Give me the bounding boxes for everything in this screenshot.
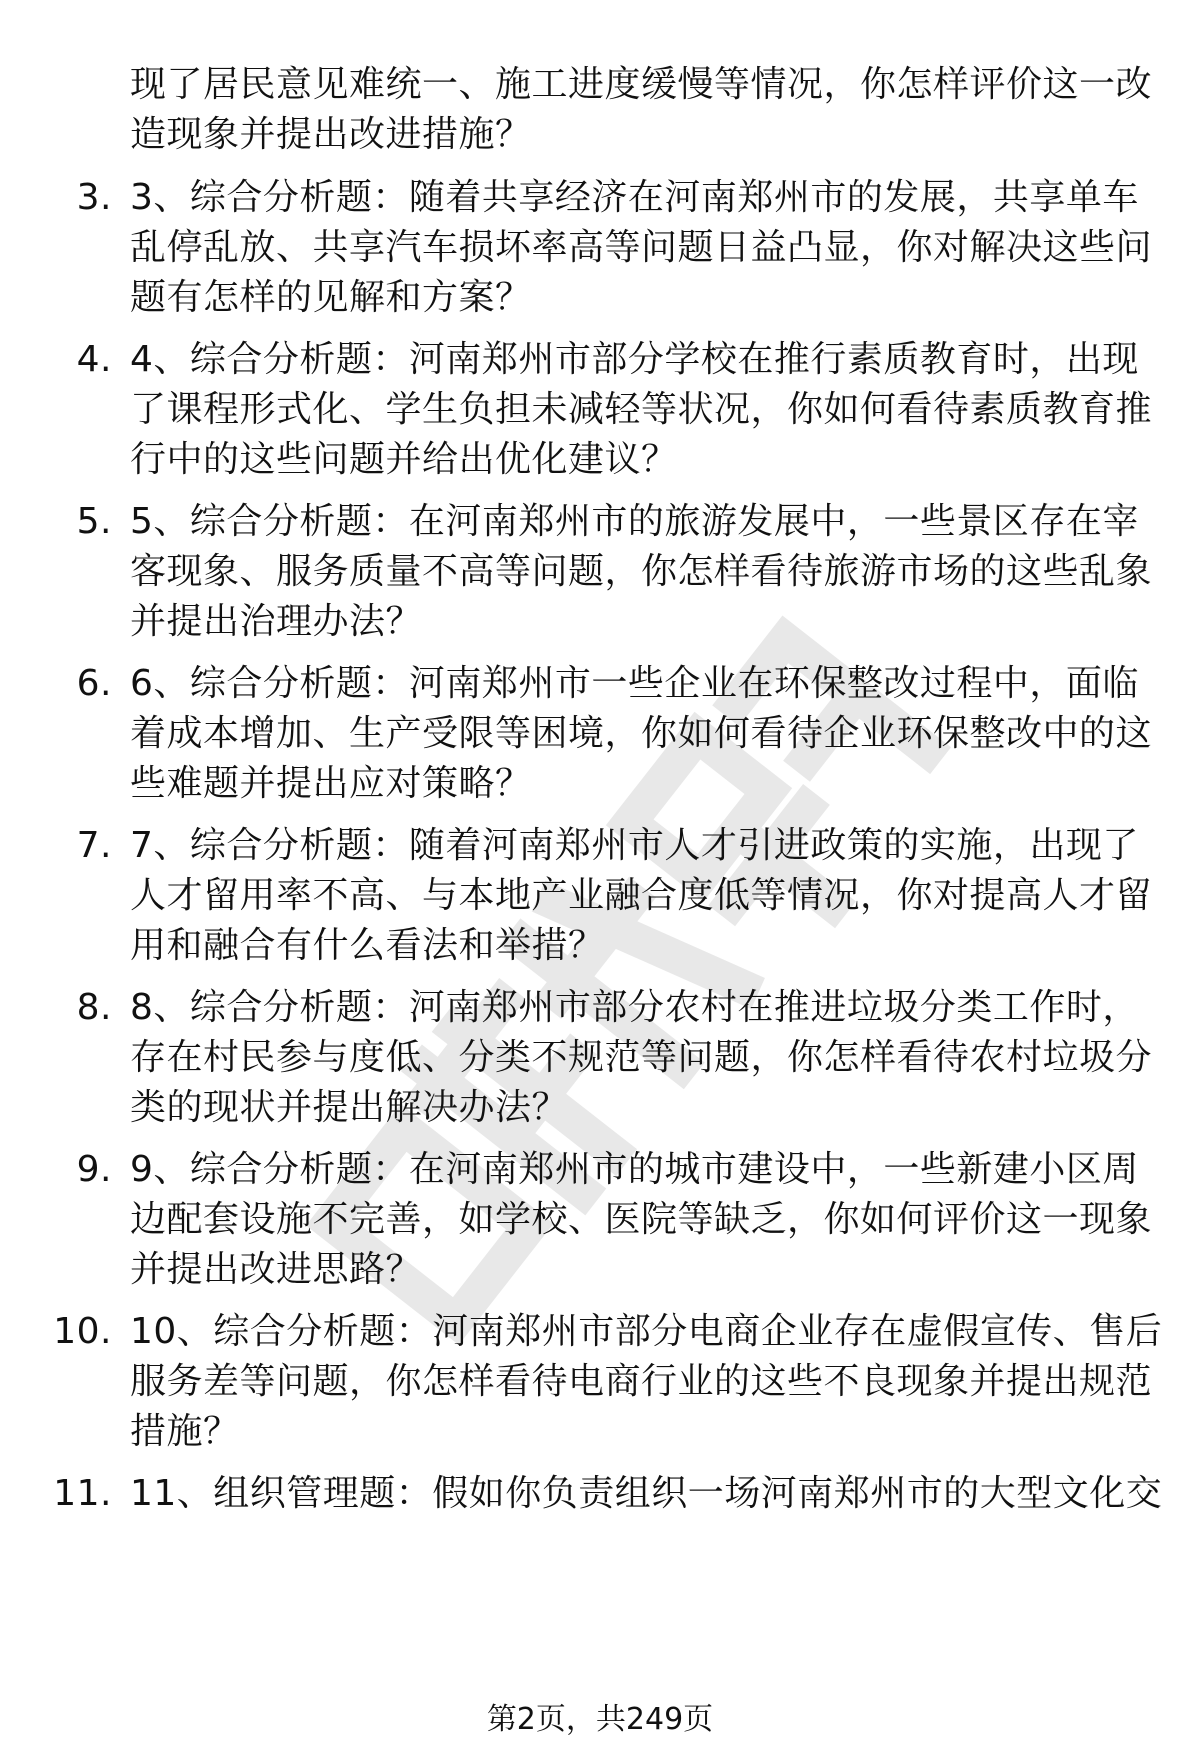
list-item-text: 7、综合分析题：随着河南郑州市人才引进政策的实施，出现了人才留用率不高、与本地产业融合度低等情况，你对提高人才留用和融合有什么看法和举措？ [130, 825, 1153, 966]
list-item-text: 5、综合分析题：在河南郑州市的旅游发展中，一些景区存在宰客现象、服务质量不高等问题，你怎样看待旅游市场的这些乱象并提出治理办法？ [130, 501, 1153, 642]
list-item-number: 9. [76, 1149, 112, 1190]
list-item-text: 4、综合分析题：河南郑州市部分学校在推行素质教育时，出现了课程形式化、学生负担未减轻等状况，你如何看待素质教育推行中的这些问题并给出优化建议？ [130, 339, 1153, 480]
list-item-text: 9、综合分析题：在河南郑州市的城市建设中，一些新建小区周边配套设施不完善，如学校、医院等缺乏，你如何评价这一现象并提出改进思路？ [130, 1149, 1153, 1290]
list-item-number: 7. [76, 825, 112, 866]
list-item-text: 11、组织管理题：假如你负责组织一场河南郑州市的大型文化交 [130, 1473, 1163, 1514]
list-item-number: 5. [76, 501, 112, 542]
carryover-paragraph: 现了居民意见难统一、施工进度缓慢等情况，你怎样评价这一改造现象并提出改进措施？ [130, 64, 1153, 155]
list-item-text: 6、综合分析题：河南郑州市一些企业在环保整改过程中，面临着成本增加、生产受限等困境，你如何看待企业环保整改中的这些难题并提出应对策略？ [130, 663, 1153, 804]
page-footer: 第2页，共249页 [486, 1702, 714, 1737]
list-item-number: 4. [76, 339, 112, 380]
list-item-number: 3. [76, 177, 112, 218]
list-item-number: 6. [76, 663, 112, 704]
list-item-number: 11. [53, 1473, 112, 1514]
list-item-number: 10. [53, 1311, 112, 1352]
list-item-text: 3、综合分析题：随着共享经济在河南郑州市的发展，共享单车乱停乱放、共享汽车损坏率高等问题日益凸显，你对解决这些问题有怎样的见解和方案？ [130, 177, 1153, 318]
list-item-number: 8. [76, 987, 112, 1028]
list-item-text: 10、综合分析题：河南郑州市部分电商企业存在虚假宣传、售后服务差等问题，你怎样看待电商行业的这些不良现象并提出规范措施？ [130, 1311, 1163, 1452]
list-item-text: 8、综合分析题：河南郑州市部分农村在推进垃圾分类工作时，存在村民参与度低、分类不规范等问题，你怎样看待农村垃圾分类的现状并提出解决办法？ [130, 987, 1153, 1128]
